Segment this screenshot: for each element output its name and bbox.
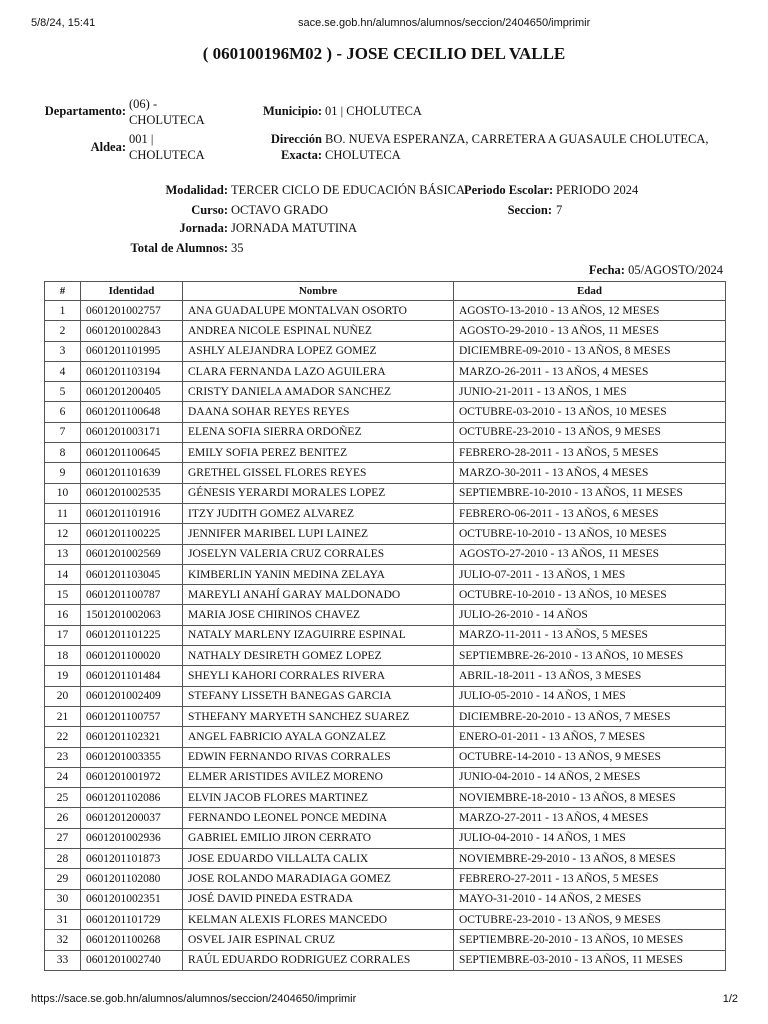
row-identidad: 0601201001972 bbox=[81, 767, 183, 787]
row-nombre: EMILY SOFIA PEREZ BENITEZ bbox=[183, 443, 454, 463]
total-alumnos-label: Total de Alumnos: bbox=[130, 241, 228, 255]
row-number: 10 bbox=[45, 483, 81, 503]
row-number: 16 bbox=[45, 605, 81, 625]
row-edad: AGOSTO-29-2010 - 13 AÑOS, 11 MESES bbox=[454, 321, 726, 341]
row-identidad: 0601201200405 bbox=[81, 382, 183, 402]
row-identidad: 0601201002740 bbox=[81, 950, 183, 970]
row-number: 4 bbox=[45, 361, 81, 381]
row-nombre: CRISTY DANIELA AMADOR SANCHEZ bbox=[183, 382, 454, 402]
direccion-label-line1: Dirección bbox=[270, 132, 322, 146]
row-edad: OCTUBRE-23-2010 - 13 AÑOS, 9 MESES bbox=[454, 909, 726, 929]
row-edad: JUNIO-04-2010 - 14 AÑOS, 2 MESES bbox=[454, 767, 726, 787]
row-number: 9 bbox=[45, 463, 81, 483]
table-row bbox=[45, 321, 726, 341]
row-edad: MARZO-27-2011 - 13 AÑOS, 4 MESES bbox=[454, 808, 726, 828]
row-identidad: 0601201002936 bbox=[81, 828, 183, 848]
table-row bbox=[45, 341, 726, 361]
row-identidad: 0601201101484 bbox=[81, 666, 183, 686]
row-identidad: 0601201003355 bbox=[81, 747, 183, 767]
row-identidad: 0601201101639 bbox=[81, 463, 183, 483]
row-nombre: STHEFANY MARYETH SANCHEZ SUAREZ bbox=[183, 706, 454, 726]
row-nombre: STEFANY LISSETH BANEGAS GARCIA bbox=[183, 686, 454, 706]
row-number: 21 bbox=[45, 706, 81, 726]
print-page-number: 1/2 bbox=[722, 993, 738, 1005]
row-number: 7 bbox=[45, 422, 81, 442]
aldea-label: Aldea: bbox=[90, 140, 126, 154]
row-number: 12 bbox=[45, 524, 81, 544]
row-nombre: RAÚL EDUARDO RODRIGUEZ CORRALES bbox=[183, 950, 454, 970]
row-identidad: 0601201101873 bbox=[81, 849, 183, 869]
row-number: 18 bbox=[45, 646, 81, 666]
row-edad: SEPTIEMBRE-20-2010 - 13 AÑOS, 10 MESES bbox=[454, 930, 726, 950]
row-nombre: JOSE EDUARDO VILLALTA CALIX bbox=[183, 849, 454, 869]
row-identidad: 0601201002535 bbox=[81, 483, 183, 503]
table-row bbox=[45, 524, 726, 544]
students-table bbox=[44, 281, 726, 971]
row-edad: FEBRERO-27-2011 - 13 AÑOS, 5 MESES bbox=[454, 869, 726, 889]
table-row bbox=[45, 605, 726, 625]
row-nombre: JOSE ROLANDO MARADIAGA GOMEZ bbox=[183, 869, 454, 889]
row-edad: OCTUBRE-10-2010 - 13 AÑOS, 10 MESES bbox=[454, 524, 726, 544]
row-identidad: 0601201101916 bbox=[81, 503, 183, 523]
row-identidad: 0601201100757 bbox=[81, 706, 183, 726]
row-edad: OCTUBRE-03-2010 - 13 AÑOS, 10 MESES bbox=[454, 402, 726, 422]
row-identidad: 0601201002843 bbox=[81, 321, 183, 341]
row-number: 11 bbox=[45, 503, 81, 523]
table-row bbox=[45, 402, 726, 422]
table-row bbox=[45, 767, 726, 787]
modalidad-label: Modalidad: bbox=[165, 183, 228, 197]
row-nombre: NATHALY DESIRETH GOMEZ LOPEZ bbox=[183, 646, 454, 666]
row-number: 23 bbox=[45, 747, 81, 767]
table-row bbox=[45, 849, 726, 869]
row-edad: ENERO-01-2011 - 13 AÑOS, 7 MESES bbox=[454, 727, 726, 747]
table-row bbox=[45, 301, 726, 321]
row-number: 24 bbox=[45, 767, 81, 787]
row-edad: AGOSTO-27-2010 - 13 AÑOS, 11 MESES bbox=[454, 544, 726, 564]
row-nombre: EDWIN FERNANDO RIVAS CORRALES bbox=[183, 747, 454, 767]
row-edad: DICIEMBRE-20-2010 - 13 AÑOS, 7 MESES bbox=[454, 706, 726, 726]
print-datetime: 5/8/24, 15:41 bbox=[31, 17, 96, 29]
row-number: 3 bbox=[45, 341, 81, 361]
row-edad: FEBRERO-28-2011 - 13 AÑOS, 5 MESES bbox=[454, 443, 726, 463]
jornada-value: JORNADA MATUTINA bbox=[231, 221, 358, 235]
table-row bbox=[45, 422, 726, 442]
table-row bbox=[45, 625, 726, 645]
row-edad: AGOSTO-13-2010 - 13 AÑOS, 12 MESES bbox=[454, 301, 726, 321]
total-alumnos-value: 35 bbox=[231, 241, 244, 255]
periodo-label: Periodo Escolar: bbox=[464, 183, 554, 197]
row-edad: MARZO-26-2011 - 13 AÑOS, 4 MESES bbox=[454, 361, 726, 381]
row-identidad: 0601201100268 bbox=[81, 930, 183, 950]
row-edad: SEPTIEMBRE-10-2010 - 13 AÑOS, 11 MESES bbox=[454, 483, 726, 503]
row-number: 8 bbox=[45, 443, 81, 463]
row-number: 15 bbox=[45, 585, 81, 605]
table-row bbox=[45, 686, 726, 706]
table-row bbox=[45, 950, 726, 970]
row-number: 29 bbox=[45, 869, 81, 889]
row-nombre: JOSELYN VALERIA CRUZ CORRALES bbox=[183, 544, 454, 564]
row-edad: FEBRERO-06-2011 - 13 AÑOS, 6 MESES bbox=[454, 503, 726, 523]
direccion-value-line2: CHOLUTECA bbox=[325, 148, 401, 162]
row-nombre: ELVIN JACOB FLORES MARTINEZ bbox=[183, 788, 454, 808]
table-row bbox=[45, 727, 726, 747]
direccion-value-line1: BO. NUEVA ESPERANZA, CARRETERA A GUASAULE CHOLUTECA, bbox=[325, 132, 709, 146]
row-identidad: 0601201102086 bbox=[81, 788, 183, 808]
row-identidad: 0601201100225 bbox=[81, 524, 183, 544]
print-url: https://sace.se.gob.hn/alumnos/alumnos/seccion/2404650/imprimir bbox=[31, 993, 357, 1005]
table-row bbox=[45, 443, 726, 463]
row-edad: OCTUBRE-14-2010 - 13 AÑOS, 9 MESES bbox=[454, 747, 726, 767]
row-edad: JUNIO-21-2011 - 13 AÑOS, 1 MES bbox=[454, 382, 726, 402]
row-edad: MARZO-11-2011 - 13 AÑOS, 5 MESES bbox=[454, 625, 726, 645]
row-edad: OCTUBRE-23-2010 - 13 AÑOS, 9 MESES bbox=[454, 422, 726, 442]
row-number: 19 bbox=[45, 666, 81, 686]
row-identidad: 0601201102321 bbox=[81, 727, 183, 747]
row-identidad: 0601201002351 bbox=[81, 889, 183, 909]
modalidad-value: TERCER CICLO DE EDUCACIÓN BÁSICA bbox=[231, 183, 466, 197]
row-number: 30 bbox=[45, 889, 81, 909]
table-row bbox=[45, 361, 726, 381]
row-number: 33 bbox=[45, 950, 81, 970]
row-nombre: ELENA SOFIA SIERRA ORDOÑEZ bbox=[183, 422, 454, 442]
row-edad: ABRIL-18-2011 - 13 AÑOS, 3 MESES bbox=[454, 666, 726, 686]
row-number: 20 bbox=[45, 686, 81, 706]
municipio-value: 01 | CHOLUTECA bbox=[325, 104, 422, 118]
row-number: 31 bbox=[45, 909, 81, 929]
row-identidad: 0601201103194 bbox=[81, 361, 183, 381]
row-number: 14 bbox=[45, 564, 81, 584]
curso-value: OCTAVO GRADO bbox=[231, 203, 329, 217]
fecha-value: 05/AGOSTO/2024 bbox=[628, 263, 723, 277]
row-identidad: 0601201100020 bbox=[81, 646, 183, 666]
row-identidad: 0601201003171 bbox=[81, 422, 183, 442]
col-header-edad: Edad bbox=[454, 282, 726, 301]
school-title: ( 060100196M02 ) - JOSE CECILIO DEL VALLE bbox=[202, 44, 566, 63]
row-identidad: 0601201101729 bbox=[81, 909, 183, 929]
departamento-label: Departamento: bbox=[44, 104, 126, 118]
col-header-number: # bbox=[45, 282, 81, 301]
direccion-label bbox=[271, 131, 322, 163]
row-identidad: 0601201002569 bbox=[81, 544, 183, 564]
row-number: 17 bbox=[45, 625, 81, 645]
row-edad: DICIEMBRE-09-2010 - 13 AÑOS, 8 MESES bbox=[454, 341, 726, 361]
table-row bbox=[45, 585, 726, 605]
col-header-nombre: Nombre bbox=[183, 282, 454, 301]
row-identidad: 0601201101225 bbox=[81, 625, 183, 645]
row-edad: MAYO-31-2010 - 14 AÑOS, 2 MESES bbox=[454, 889, 726, 909]
aldea-value: 001 | CHOLUTECA bbox=[129, 132, 205, 162]
row-edad: JULIO-05-2010 - 14 AÑOS, 1 MES bbox=[454, 686, 726, 706]
municipio-label: Municipio: bbox=[263, 104, 323, 118]
row-number: 1 bbox=[45, 301, 81, 321]
row-nombre: ANDREA NICOLE ESPINAL NUÑEZ bbox=[183, 321, 454, 341]
row-identidad: 0601201100787 bbox=[81, 585, 183, 605]
row-edad: NOVIEMBRE-29-2010 - 13 AÑOS, 8 MESES bbox=[454, 849, 726, 869]
row-nombre: ANA GUADALUPE MONTALVAN OSORTO bbox=[183, 301, 454, 321]
row-nombre: SHEYLI KAHORI CORRALES RIVERA bbox=[183, 666, 454, 686]
row-number: 5 bbox=[45, 382, 81, 402]
row-nombre: ASHLY ALEJANDRA LOPEZ GOMEZ bbox=[183, 341, 454, 361]
row-nombre: KELMAN ALEXIS FLORES MANCEDO bbox=[183, 909, 454, 929]
row-nombre: ELMER ARISTIDES AVILEZ MORENO bbox=[183, 767, 454, 787]
col-header-identidad: Identidad bbox=[81, 282, 183, 301]
row-edad: SEPTIEMBRE-03-2010 - 13 AÑOS, 11 MESES bbox=[454, 950, 726, 970]
table-header-row bbox=[45, 282, 726, 301]
row-edad: MARZO-30-2011 - 13 AÑOS, 4 MESES bbox=[454, 463, 726, 483]
table-row bbox=[45, 646, 726, 666]
seccion-label: Seccion: bbox=[507, 203, 552, 217]
row-identidad: 0601201100645 bbox=[81, 443, 183, 463]
row-number: 27 bbox=[45, 828, 81, 848]
departamento-value: (06) - CHOLUTECA bbox=[129, 97, 205, 127]
table-row bbox=[45, 503, 726, 523]
direccion-value bbox=[325, 131, 708, 163]
row-identidad: 0601201200037 bbox=[81, 808, 183, 828]
table-row bbox=[45, 463, 726, 483]
row-number: 26 bbox=[45, 808, 81, 828]
row-number: 2 bbox=[45, 321, 81, 341]
row-identidad: 1501201002063 bbox=[81, 605, 183, 625]
row-number: 6 bbox=[45, 402, 81, 422]
table-row bbox=[45, 828, 726, 848]
row-nombre: JOSÉ DAVID PINEDA ESTRADA bbox=[183, 889, 454, 909]
row-nombre: ANGEL FABRICIO AYALA GONZALEZ bbox=[183, 727, 454, 747]
row-edad: JULIO-26-2010 - 14 AÑOS bbox=[454, 605, 726, 625]
row-nombre: CLARA FERNANDA LAZO AGUILERA bbox=[183, 361, 454, 381]
periodo-value: PERIODO 2024 bbox=[556, 183, 639, 197]
row-edad: NOVIEMBRE-18-2010 - 13 AÑOS, 8 MESES bbox=[454, 788, 726, 808]
table-row bbox=[45, 382, 726, 402]
row-nombre: KIMBERLIN YANIN MEDINA ZELAYA bbox=[183, 564, 454, 584]
row-number: 32 bbox=[45, 930, 81, 950]
row-number: 22 bbox=[45, 727, 81, 747]
row-nombre: ITZY JUDITH GOMEZ ALVAREZ bbox=[183, 503, 454, 523]
jornada-label: Jornada: bbox=[179, 221, 228, 235]
row-edad: JULIO-07-2011 - 13 AÑOS, 1 MES bbox=[454, 564, 726, 584]
row-nombre: MARIA JOSE CHIRINOS CHAVEZ bbox=[183, 605, 454, 625]
direccion-label-line2: Exacta: bbox=[281, 148, 322, 162]
row-number: 25 bbox=[45, 788, 81, 808]
seccion-value: 7 bbox=[556, 203, 563, 217]
print-page-title: sace.se.gob.hn/alumnos/alumnos/seccion/2404650/imprimir bbox=[298, 17, 591, 29]
row-nombre: GABRIEL EMILIO JIRON CERRATO bbox=[183, 828, 454, 848]
row-identidad: 0601201002757 bbox=[81, 301, 183, 321]
row-nombre: OSVEL JAIR ESPINAL CRUZ bbox=[183, 930, 454, 950]
table-row bbox=[45, 889, 726, 909]
row-nombre: DAANA SOHAR REYES REYES bbox=[183, 402, 454, 422]
table-row bbox=[45, 909, 726, 929]
row-identidad: 0601201100648 bbox=[81, 402, 183, 422]
table-row bbox=[45, 808, 726, 828]
table-row bbox=[45, 747, 726, 767]
table-row bbox=[45, 706, 726, 726]
row-edad: OCTUBRE-10-2010 - 13 AÑOS, 10 MESES bbox=[454, 585, 726, 605]
row-nombre: GRETHEL GISSEL FLORES REYES bbox=[183, 463, 454, 483]
row-identidad: 0601201002409 bbox=[81, 686, 183, 706]
table-row bbox=[45, 666, 726, 686]
table-row bbox=[45, 544, 726, 564]
row-edad: SEPTIEMBRE-26-2010 - 13 AÑOS, 10 MESES bbox=[454, 646, 726, 666]
row-number: 13 bbox=[45, 544, 81, 564]
table-row bbox=[45, 483, 726, 503]
row-number: 28 bbox=[45, 849, 81, 869]
table-row bbox=[45, 930, 726, 950]
row-identidad: 0601201102080 bbox=[81, 869, 183, 889]
table-row bbox=[45, 869, 726, 889]
curso-label: Curso: bbox=[191, 203, 228, 217]
row-nombre: GÉNESIS YERARDI MORALES LOPEZ bbox=[183, 483, 454, 503]
row-nombre: FERNANDO LEONEL PONCE MEDINA bbox=[183, 808, 454, 828]
fecha bbox=[589, 263, 723, 278]
fecha-label: Fecha: bbox=[588, 263, 625, 277]
row-nombre: JENNIFER MARIBEL LUPI LAINEZ bbox=[183, 524, 454, 544]
row-nombre: NATALY MARLENY IZAGUIRRE ESPINAL bbox=[183, 625, 454, 645]
row-edad: JULIO-04-2010 - 14 AÑOS, 1 MES bbox=[454, 828, 726, 848]
row-identidad: 0601201101995 bbox=[81, 341, 183, 361]
row-identidad: 0601201103045 bbox=[81, 564, 183, 584]
table-row bbox=[45, 564, 726, 584]
row-nombre: MAREYLI ANAHÍ GARAY MALDONADO bbox=[183, 585, 454, 605]
table-row bbox=[45, 788, 726, 808]
